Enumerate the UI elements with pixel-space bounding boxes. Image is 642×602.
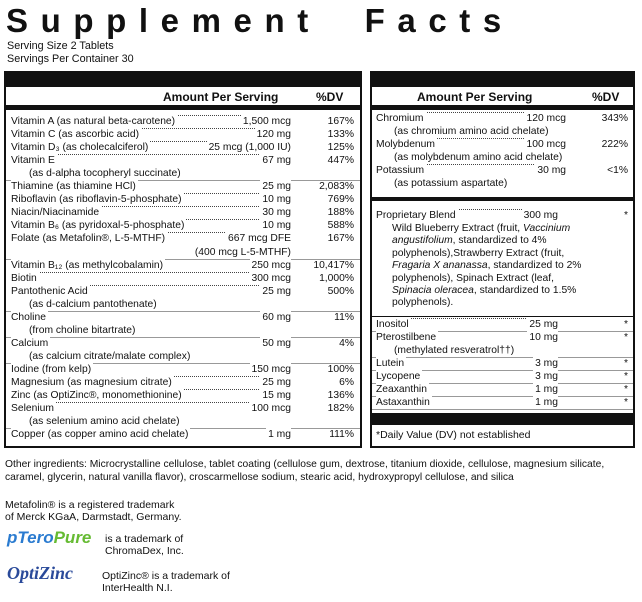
nutrient-row bbox=[11, 415, 354, 428]
nutrient-name: Biotin bbox=[11, 272, 37, 284]
header-bar bbox=[372, 105, 633, 110]
nutrient-row bbox=[11, 128, 354, 141]
nutrient-dv: 167% bbox=[327, 116, 354, 127]
blend-ingredient-line: polyphenols),Strawberry Extract (fruit, bbox=[392, 247, 565, 259]
nutrient-row bbox=[376, 177, 628, 190]
nutrient-dv: 1,000% bbox=[319, 272, 354, 284]
nutrient-name: Thiamine (as thiamine HCl) bbox=[11, 181, 136, 193]
nutrient-amount: 50 mg bbox=[262, 337, 291, 349]
nutrient-amount: 120 mcg bbox=[526, 113, 566, 124]
nutrient-row bbox=[11, 193, 354, 206]
nutrient-row bbox=[376, 164, 628, 177]
nutrient-row bbox=[11, 285, 354, 298]
blend-ingredient-line: polyphenols), Spinach Extract (leaf, bbox=[392, 272, 554, 284]
nutrient-name: (as potassium aspartate) bbox=[394, 178, 508, 189]
nutrient-amount: 25 mg bbox=[262, 377, 291, 388]
row-separator bbox=[372, 409, 633, 410]
nutrient-dv: 167% bbox=[327, 233, 354, 245]
nutrient-name: Potassium bbox=[376, 165, 425, 176]
nutrient-name: Astaxanthin bbox=[376, 397, 430, 408]
servings-per-container: Servings Per Container 30 bbox=[7, 53, 134, 65]
nutrient-name: Vitamin C (as ascorbic acid) bbox=[11, 129, 139, 141]
row-separator bbox=[372, 357, 633, 358]
nutrient-name: Calcium bbox=[11, 337, 49, 349]
nutrient-row bbox=[376, 125, 628, 138]
nutrient-row bbox=[11, 376, 354, 389]
nutrient-name: Chromium bbox=[376, 113, 424, 124]
left-facts-panel bbox=[4, 71, 362, 448]
right-facts-panel bbox=[370, 71, 635, 448]
optizinc-trademark-line2: InterHealth N.I. bbox=[102, 582, 173, 594]
nutrient-row bbox=[376, 138, 628, 151]
nutrient-name: (as molybdenum amino acid chelate) bbox=[394, 152, 563, 163]
nutrient-amount: 1 mg bbox=[268, 429, 291, 441]
nutrient-amount: 120 mg bbox=[256, 129, 291, 141]
nutrient-row bbox=[376, 396, 628, 409]
nutrient-amount: 60 mg bbox=[262, 311, 291, 323]
amount-header: Amount Per Serving bbox=[417, 90, 533, 104]
nutrient-row bbox=[11, 337, 354, 350]
nutrient-row bbox=[376, 318, 628, 331]
nutrient-row bbox=[11, 311, 354, 324]
nutrient-row bbox=[11, 259, 354, 272]
nutrient-name: Folate (as Metafolin®, L-5-MTHF) bbox=[11, 233, 166, 245]
nutrient-dv: * bbox=[623, 397, 628, 408]
nutrient-row bbox=[11, 428, 354, 441]
nutrient-amount: 25 mg bbox=[262, 285, 291, 297]
dv-note: *Daily Value (DV) not established bbox=[376, 429, 531, 441]
nutrient-dv: <1% bbox=[607, 165, 628, 176]
nutrient-name: (as d-calcium pantothenate) bbox=[29, 298, 157, 310]
nutrient-dv: 447% bbox=[327, 155, 354, 167]
nutrient-row bbox=[11, 389, 354, 402]
nutrient-dv: 11% bbox=[334, 311, 354, 323]
section-bar bbox=[372, 197, 633, 201]
nutrient-name: Riboflavin (as riboflavin-5-phosphate) bbox=[11, 194, 182, 206]
nutrient-name: Vitamin D₃ (as cholecalciferol) bbox=[11, 142, 149, 154]
nutrient-dv: 111% bbox=[329, 429, 354, 441]
nutrient-row bbox=[11, 298, 354, 311]
nutrient-amount: 3 mg bbox=[535, 358, 558, 369]
nutrient-amount: 150 mcg bbox=[251, 363, 291, 375]
top-bar bbox=[372, 73, 633, 87]
nutrient-name: Lycopene bbox=[376, 371, 421, 382]
nutrient-name: Vitamin E bbox=[11, 155, 55, 167]
nutrient-amount: 1 mg bbox=[535, 384, 558, 395]
blend-ingredient-line: Wild Blueberry Extract (fruit, Vaccinium bbox=[392, 223, 571, 234]
pteropure-trademark-line2: ChromaDex, Inc. bbox=[105, 545, 184, 557]
nutrient-row bbox=[376, 331, 628, 344]
dv-header: %DV bbox=[316, 90, 344, 104]
nutrient-name: Pterostilbene bbox=[376, 332, 437, 343]
nutrient-amount: 667 mcg DFE bbox=[228, 233, 291, 245]
bottom-bar bbox=[372, 413, 633, 425]
nutrient-amount: 25 mcg (1,000 IU) bbox=[208, 142, 291, 154]
nutrient-row bbox=[11, 141, 354, 154]
nutrient-dv: 125% bbox=[327, 142, 354, 154]
nutrient-dv: 133% bbox=[327, 129, 354, 141]
nutrient-row bbox=[11, 232, 354, 245]
nutrient-dv: 6% bbox=[339, 377, 354, 388]
nutrient-row bbox=[11, 350, 354, 363]
nutrient-name: Vitamin A (as natural beta-carotene) bbox=[11, 116, 176, 127]
row-separator bbox=[6, 311, 360, 312]
nutrient-row bbox=[376, 112, 628, 125]
metafolin-trademark-line1: Metafolin® is a registered trademark bbox=[5, 499, 175, 511]
nutrient-name: Niacin/Niacinamide bbox=[11, 207, 100, 219]
nutrient-dv: 136% bbox=[327, 390, 354, 402]
nutrient-row bbox=[11, 115, 354, 128]
nutrient-row bbox=[376, 344, 628, 357]
nutrient-amount: 1 mg bbox=[535, 397, 558, 408]
nutrient-dv: 588% bbox=[327, 220, 354, 232]
blend-ingredient-line: Fragaria X ananassa, standardized to 2% bbox=[392, 260, 582, 272]
other-ingredients: Other ingredients: Microcrystalline cellulose, tablet coating (cellulose gum, dextrose, titanium dioxide, cellulose, magnesium silicate, caramel, glycerin, natural vanilla flavor), croscarmellose sodium, stearic acid, hydroxypropyl cellulose, and silica bbox=[5, 459, 605, 483]
nutrient-name: Lutein bbox=[376, 358, 405, 369]
nutrient-amount: 67 mg bbox=[262, 155, 291, 167]
nutrient-dv: 182% bbox=[327, 403, 354, 415]
nutrient-name: Zeaxanthin bbox=[376, 384, 427, 395]
nutrient-amount: 300 mg bbox=[523, 210, 558, 221]
nutrient-row bbox=[11, 246, 354, 259]
pteropure-logo bbox=[7, 528, 91, 548]
nutrient-dv: 2,083% bbox=[319, 181, 354, 193]
nutrient-dv: * bbox=[623, 319, 628, 330]
nutrient-row bbox=[11, 167, 354, 180]
nutrient-amount: 3 mg bbox=[535, 371, 558, 382]
page-title: Supplement Facts bbox=[6, 2, 514, 39]
nutrient-dv: * bbox=[623, 384, 628, 395]
nutrient-name: Pantothenic Acid bbox=[11, 285, 88, 297]
nutrient-amount: 25 mg bbox=[262, 181, 291, 193]
serving-size: Serving Size 2 Tablets bbox=[7, 40, 114, 52]
nutrient-amount: 10 mg bbox=[529, 332, 558, 343]
nutrient-amount: 15 mg bbox=[262, 390, 291, 402]
row-separator bbox=[372, 316, 633, 317]
blend-ingredient-line: polyphenols). bbox=[392, 297, 454, 309]
nutrient-amount: 100 mcg bbox=[251, 403, 291, 415]
nutrient-dv: 4% bbox=[339, 337, 354, 349]
nutrient-row bbox=[376, 209, 628, 222]
nutrient-row bbox=[376, 357, 628, 370]
nutrient-dv: 343% bbox=[601, 113, 628, 124]
nutrient-dv: 100% bbox=[327, 363, 354, 375]
dv-header: %DV bbox=[592, 90, 620, 104]
nutrient-amount: 10 mg bbox=[262, 194, 291, 206]
nutrient-amount: 30 mg bbox=[262, 207, 291, 219]
optizinc-logo: OptiZinc bbox=[7, 563, 73, 583]
nutrient-name: (as d-alpha tocopheryl succinate) bbox=[29, 168, 181, 180]
nutrient-name: Vitamin B₁₂ (as methylcobalamin) bbox=[11, 259, 164, 271]
nutrient-row bbox=[11, 324, 354, 337]
pteropure-logo-part2: Pure bbox=[53, 528, 92, 547]
nutrient-amount: (400 mcg L-5-MTHF) bbox=[194, 246, 291, 258]
nutrient-name: Iodine (from kelp) bbox=[11, 363, 92, 375]
nutrient-name: Magnesium (as magnesium citrate) bbox=[11, 377, 172, 388]
nutrient-name: (as chromium amino acid chelate) bbox=[394, 126, 549, 137]
nutrient-name: Proprietary Blend bbox=[376, 210, 456, 221]
nutrient-amount: 30 mg bbox=[537, 165, 566, 176]
nutrient-amount: 10 mg bbox=[262, 220, 291, 232]
nutrient-dv: 500% bbox=[327, 285, 354, 297]
nutrient-dv: 10,417% bbox=[313, 259, 354, 271]
nutrient-amount: 300 mcg bbox=[251, 272, 291, 284]
nutrient-name: (methylated resveratrol††) bbox=[394, 345, 515, 356]
nutrient-row bbox=[11, 154, 354, 167]
nutrient-dv: 188% bbox=[327, 207, 354, 219]
amount-header: Amount Per Serving bbox=[163, 90, 279, 104]
blend-ingredient-line: angustifolium, standardized to 4% bbox=[392, 235, 547, 247]
nutrient-row bbox=[11, 206, 354, 219]
nutrient-amount: 250 mcg bbox=[251, 259, 291, 271]
nutrient-dv: * bbox=[623, 371, 628, 382]
nutrient-amount: 1,500 mcg bbox=[242, 116, 291, 127]
nutrient-row bbox=[11, 402, 354, 415]
nutrient-name: Copper (as copper amino acid chelate) bbox=[11, 429, 189, 441]
nutrient-name: Selenium bbox=[11, 403, 54, 415]
nutrient-name: Vitamin B₆ (as pyridoxal-5-phosphate) bbox=[11, 220, 185, 232]
nutrient-dv: 222% bbox=[601, 139, 628, 150]
nutrient-name: (from choline bitartrate) bbox=[29, 324, 136, 336]
optizinc-trademark-line1: OptiZinc® is a trademark of bbox=[102, 570, 230, 582]
top-bar bbox=[6, 73, 360, 87]
nutrient-amount: 100 mcg bbox=[526, 139, 566, 150]
nutrient-row bbox=[11, 180, 354, 193]
metafolin-trademark-line2: of Merck KGaA, Darmstadt, Germany. bbox=[5, 511, 182, 523]
nutrient-row bbox=[376, 370, 628, 383]
nutrient-name: (as selenium amino acid chelate) bbox=[29, 416, 180, 428]
pteropure-logo-part1: pTero bbox=[7, 528, 54, 547]
nutrient-name: (as calcium citrate/malate complex) bbox=[29, 350, 191, 362]
nutrient-dv: * bbox=[623, 210, 628, 221]
nutrient-row bbox=[376, 383, 628, 396]
nutrient-name: Inositol bbox=[376, 319, 409, 330]
nutrient-name: Molybdenum bbox=[376, 139, 435, 150]
nutrient-row bbox=[11, 272, 354, 285]
nutrient-row bbox=[376, 151, 628, 164]
nutrient-name: Zinc (as OptiZinc®, monomethionine) bbox=[11, 390, 182, 402]
nutrient-dv: * bbox=[623, 358, 628, 369]
pteropure-trademark-line1: is a trademark of bbox=[105, 533, 184, 545]
nutrient-amount: 25 mg bbox=[529, 319, 558, 330]
nutrient-row bbox=[11, 219, 354, 232]
row-separator bbox=[6, 337, 360, 338]
nutrient-row bbox=[11, 363, 354, 376]
blend-ingredient-line: Spinacia oleracea, standardized to 1.5% bbox=[392, 285, 577, 296]
header-bar bbox=[6, 105, 360, 110]
nutrient-dv: * bbox=[623, 332, 628, 343]
nutrient-name: Choline bbox=[11, 311, 46, 323]
nutrient-dv: 769% bbox=[327, 194, 354, 206]
